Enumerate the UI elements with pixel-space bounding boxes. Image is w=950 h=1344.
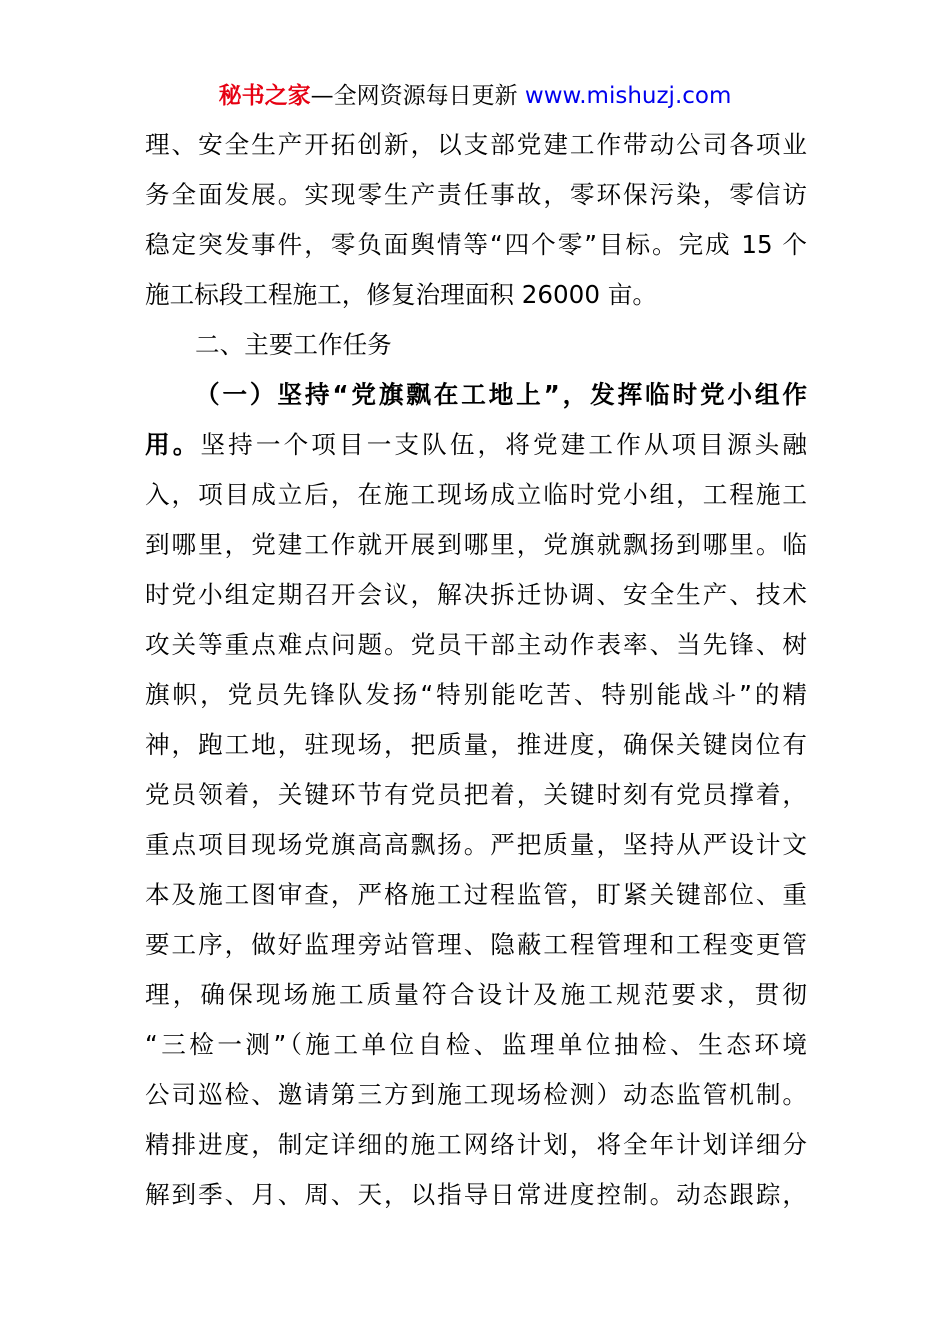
body-line: 公司巡检、邀请第三方到施工现场检测）动态监管机制。	[145, 1080, 807, 1109]
body-line: 攻关等重点难点问题。党员干部主动作表率、当先锋、树	[145, 630, 807, 659]
section-heading: 二、主要工作任务	[195, 330, 392, 359]
body-line: 到哪里，党建工作就开展到哪里，党旗就飘扬到哪里。临	[145, 530, 807, 559]
body-line	[145, 420, 807, 470]
body-line: 理、安全生产开拓创新，以支部党建工作带动公司各项业	[145, 130, 807, 159]
subsection-heading: （一）坚持“党旗飘在工地上”，发挥临时党小组作	[195, 380, 807, 409]
body-line: 党员领着，关键环节有党员把着，关键时刻有党员撑着，	[145, 780, 807, 809]
body-line: 要工序，做好监理旁站管理、隐蔽工程管理和工程变更管	[145, 930, 807, 959]
body-line: 理，确保现场施工质量符合设计及施工规范要求，贯彻	[145, 980, 807, 1009]
body-line: 入，项目成立后，在施工现场成立临时党小组，工程施工	[145, 480, 807, 509]
body-line: “三检一测”（施工单位自检、监理单位抽检、生态环境	[145, 1030, 807, 1059]
body-line: 旗帜，党员先锋队发扬“特别能吃苦、特别能战斗”的精	[145, 680, 807, 709]
page-header	[0, 80, 950, 112]
body-line: 务全面发展。实现零生产责任事故，零环保污染，零信访	[145, 180, 807, 209]
header-tagline: —全网资源每日更新	[310, 83, 525, 109]
body-line-text: 坚持一个项目一支队伍，将党建工作从项目源头融	[200, 430, 807, 459]
subsection-heading-tail: 用。	[145, 430, 201, 459]
site-url-link[interactable]: www.mishuzj.com	[524, 83, 732, 109]
body-line: 稳定突发事件，零负面舆情等“四个零”目标。完成 15 个	[145, 230, 807, 259]
body-line: 神，跑工地，驻现场，把质量，推进度，确保关键岗位有	[145, 730, 807, 759]
document-body	[145, 120, 807, 1220]
body-line: 施工标段工程施工，修复治理面积 26000 亩。	[145, 280, 657, 309]
body-line: 本及施工图审查，严格施工过程监管，盯紧关键部位、重	[145, 880, 807, 909]
body-line: 时党小组定期召开会议，解决拆迁协调、安全生产、技术	[145, 580, 807, 609]
body-line: 精排进度，制定详细的施工网络计划，将全年计划详细分	[145, 1130, 807, 1159]
body-line: 解到季、月、周、天，以指导日常进度控制。动态跟踪，	[145, 1180, 807, 1209]
site-brand: 秘书之家	[218, 83, 311, 109]
body-line: 重点项目现场党旗高高飘扬。严把质量，坚持从严设计文	[145, 830, 807, 859]
